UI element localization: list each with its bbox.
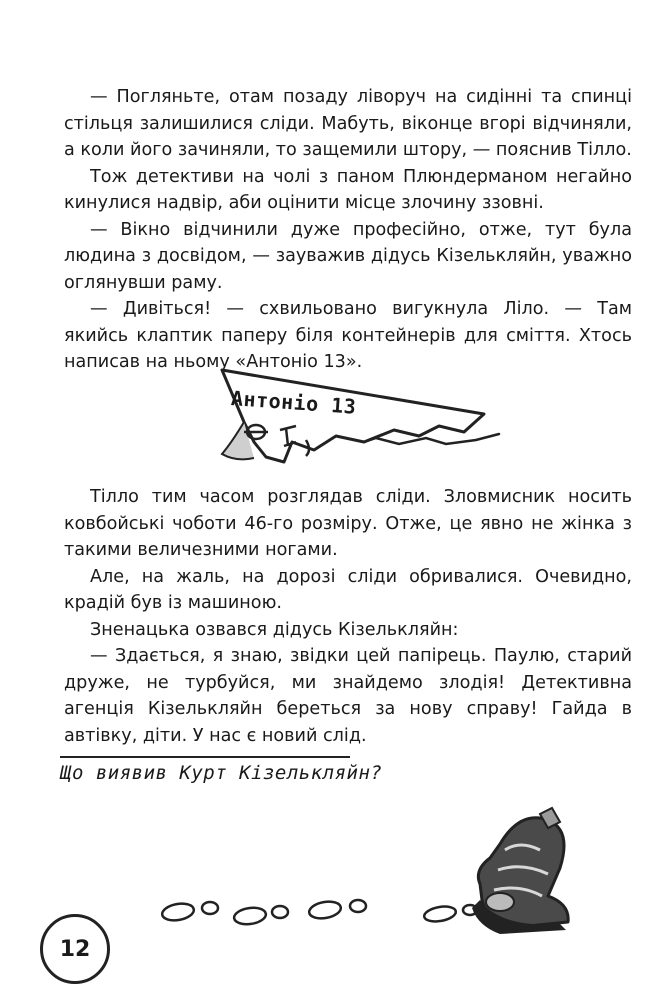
text-block-bottom	[64, 484, 632, 749]
paper-scrap-illustration	[214, 362, 504, 474]
paragraph: Але, на жаль, на дорозі сліди обривалися. Очевидно, крадій був із машиною.	[64, 566, 632, 613]
paragraph: — Дивіться! — схвильовано вигукнула Ліло. — Там якийсь клаптик паперу біля контейнерів для сміття. Хтось написав на ньому «Антоніо 13».	[64, 299, 632, 372]
question-divider	[60, 756, 350, 758]
paragraph: — Здається, я знаю, звідки цей папірець. Паулю, старий друже, не турбуйся, ми знайдемо злодія! Детективна агенція Кізелькляйн береться за нову справу! Гайда в автівку, діти. У нас є новий слід.	[64, 646, 632, 746]
paragraph: — Вікно відчинили дуже професійно, отже, тут була людина з досвідом, — зауважив дідусь Кізелькляйн, уважно оглянувши раму.	[64, 219, 632, 293]
note-text: Антоніо 13	[230, 386, 358, 419]
paragraph: Зненацька озвався дідусь Кізелькляйн:	[90, 619, 459, 640]
page-number: 12	[40, 914, 110, 984]
paragraph: — Погляньте, отам позаду ліворуч на сидінні та спинці стільця залишилися сліди. Мабуть, віконце вгорі відчиняли, а коли його зачиняли, то защемили штору, — пояснив Тілло.	[64, 87, 632, 160]
question-text: Що виявив Курт Кізелькляйн?	[60, 762, 383, 784]
paragraph: Тож детективи на чолі з паном Плюндерманом негайно кинулися надвір, аби оцінити місце злочину ззовні.	[64, 166, 632, 213]
text-block-top	[64, 84, 632, 376]
paragraph: Тілло тим часом розглядав сліди. Зловмисник носить ковбойські чоботи 46-го розміру. Отже, це явно не жінка з такими величезними ногами.	[64, 487, 632, 560]
